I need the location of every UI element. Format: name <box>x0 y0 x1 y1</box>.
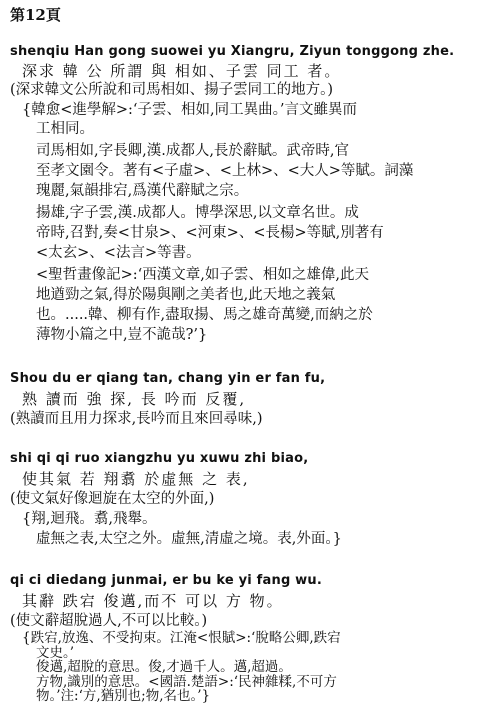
note-line: 文史。’ <box>36 644 75 661</box>
page-header: 第12頁 <box>10 6 61 24</box>
pinyin-line: Shou du er qiang tan, chang yin er fan fu, <box>10 371 326 386</box>
note-line: 虛無之表,太空之外。虛無,清虛之境。表,外面。} <box>36 531 342 547</box>
note-line: 至孝文園令。著有<子虛>、<上林>、<大人>等賦。詞藻 <box>36 163 414 179</box>
note-line: 也。.....韓、柳有作,盡取揚、馬之雄奇萬變,而納之於 <box>36 307 373 323</box>
note-line: {翔,迴飛。翥,飛舉。 <box>22 511 157 527</box>
note-line: 薄物小篇之中,豈不詭哉?’} <box>36 327 208 343</box>
note-line: 瑰麗,氣韻排宕,爲漢代辭賦之宗。 <box>36 183 249 199</box>
note-line: {韓愈<進學解>:‘子雲、相如,同工異曲。’言文雖異而 <box>22 102 357 118</box>
chinese-line: 其辭 跌宕 俊邁,而不 可以 方 物。 <box>22 592 284 610</box>
pinyin-line: shi qi qi ruo xiangzhu yu xuwu zhi biao, <box>10 451 309 466</box>
note-line: <聖哲畫像記>:‘西漢文章,如子雲、相如之雄偉,此天 <box>36 267 370 283</box>
chinese-line: 使其氣 若 翔翥 於虛無 之 表, <box>22 470 250 488</box>
note-line: {跌宕,放逸、不受拘束。江淹<恨賦>:‘脫略公卿,跌宕 <box>22 630 341 646</box>
note-line: 揚雄,字子雲,漢.成都人。博學深思,以文章名世。成 <box>36 205 359 221</box>
translation-line: (使文氣好像迴旋在太空的外面,) <box>10 491 215 507</box>
note-line: 工相同。 <box>36 121 94 137</box>
translation-line: (深求韓文公所說和司馬相如、揚子雲同工的地方。) <box>10 82 334 98</box>
note-line: <太玄>、<法言>等書。 <box>36 245 201 261</box>
note-line: 物。’注:‘方,猶別也;物,名也。’} <box>36 688 211 704</box>
chinese-line: 熟 讀而 強 探, 長 吟而 反覆, <box>22 390 247 408</box>
chinese-line: 深求 韓 公 所謂 與 相如、子雲 同工 者。 <box>22 62 342 80</box>
note-line: 方物,識別的意思。<國語.楚語>:‘民神雜糅,不可方 <box>36 673 337 690</box>
translation-line: (使文辭超脫過人,不可以比較。) <box>10 613 208 629</box>
translation-line: (熟讀而且用力探求,長吟而且來回尋味,) <box>10 411 263 427</box>
note-line: 地遒勁之氣,得於陽與剛之美者也,此天地之義氣 <box>36 287 336 303</box>
pinyin-line: shenqiu Han gong suowei yu Xiangru, Ziyun tonggong zhe. <box>10 44 455 59</box>
note-line: 俊邁,超脫的意思。俊,才過千人。邁,超過。 <box>36 659 292 675</box>
pinyin-line: qi ci diedang junmai, er bu ke yi fang wu. <box>10 573 322 588</box>
note-line: 司馬相如,字長卿,漢.成都人,長於辭賦。武帝時,官 <box>36 143 350 159</box>
note-line: 帝時,召對,奏<甘泉>、<河東>、<長楊>等賦,別著有 <box>36 225 384 241</box>
